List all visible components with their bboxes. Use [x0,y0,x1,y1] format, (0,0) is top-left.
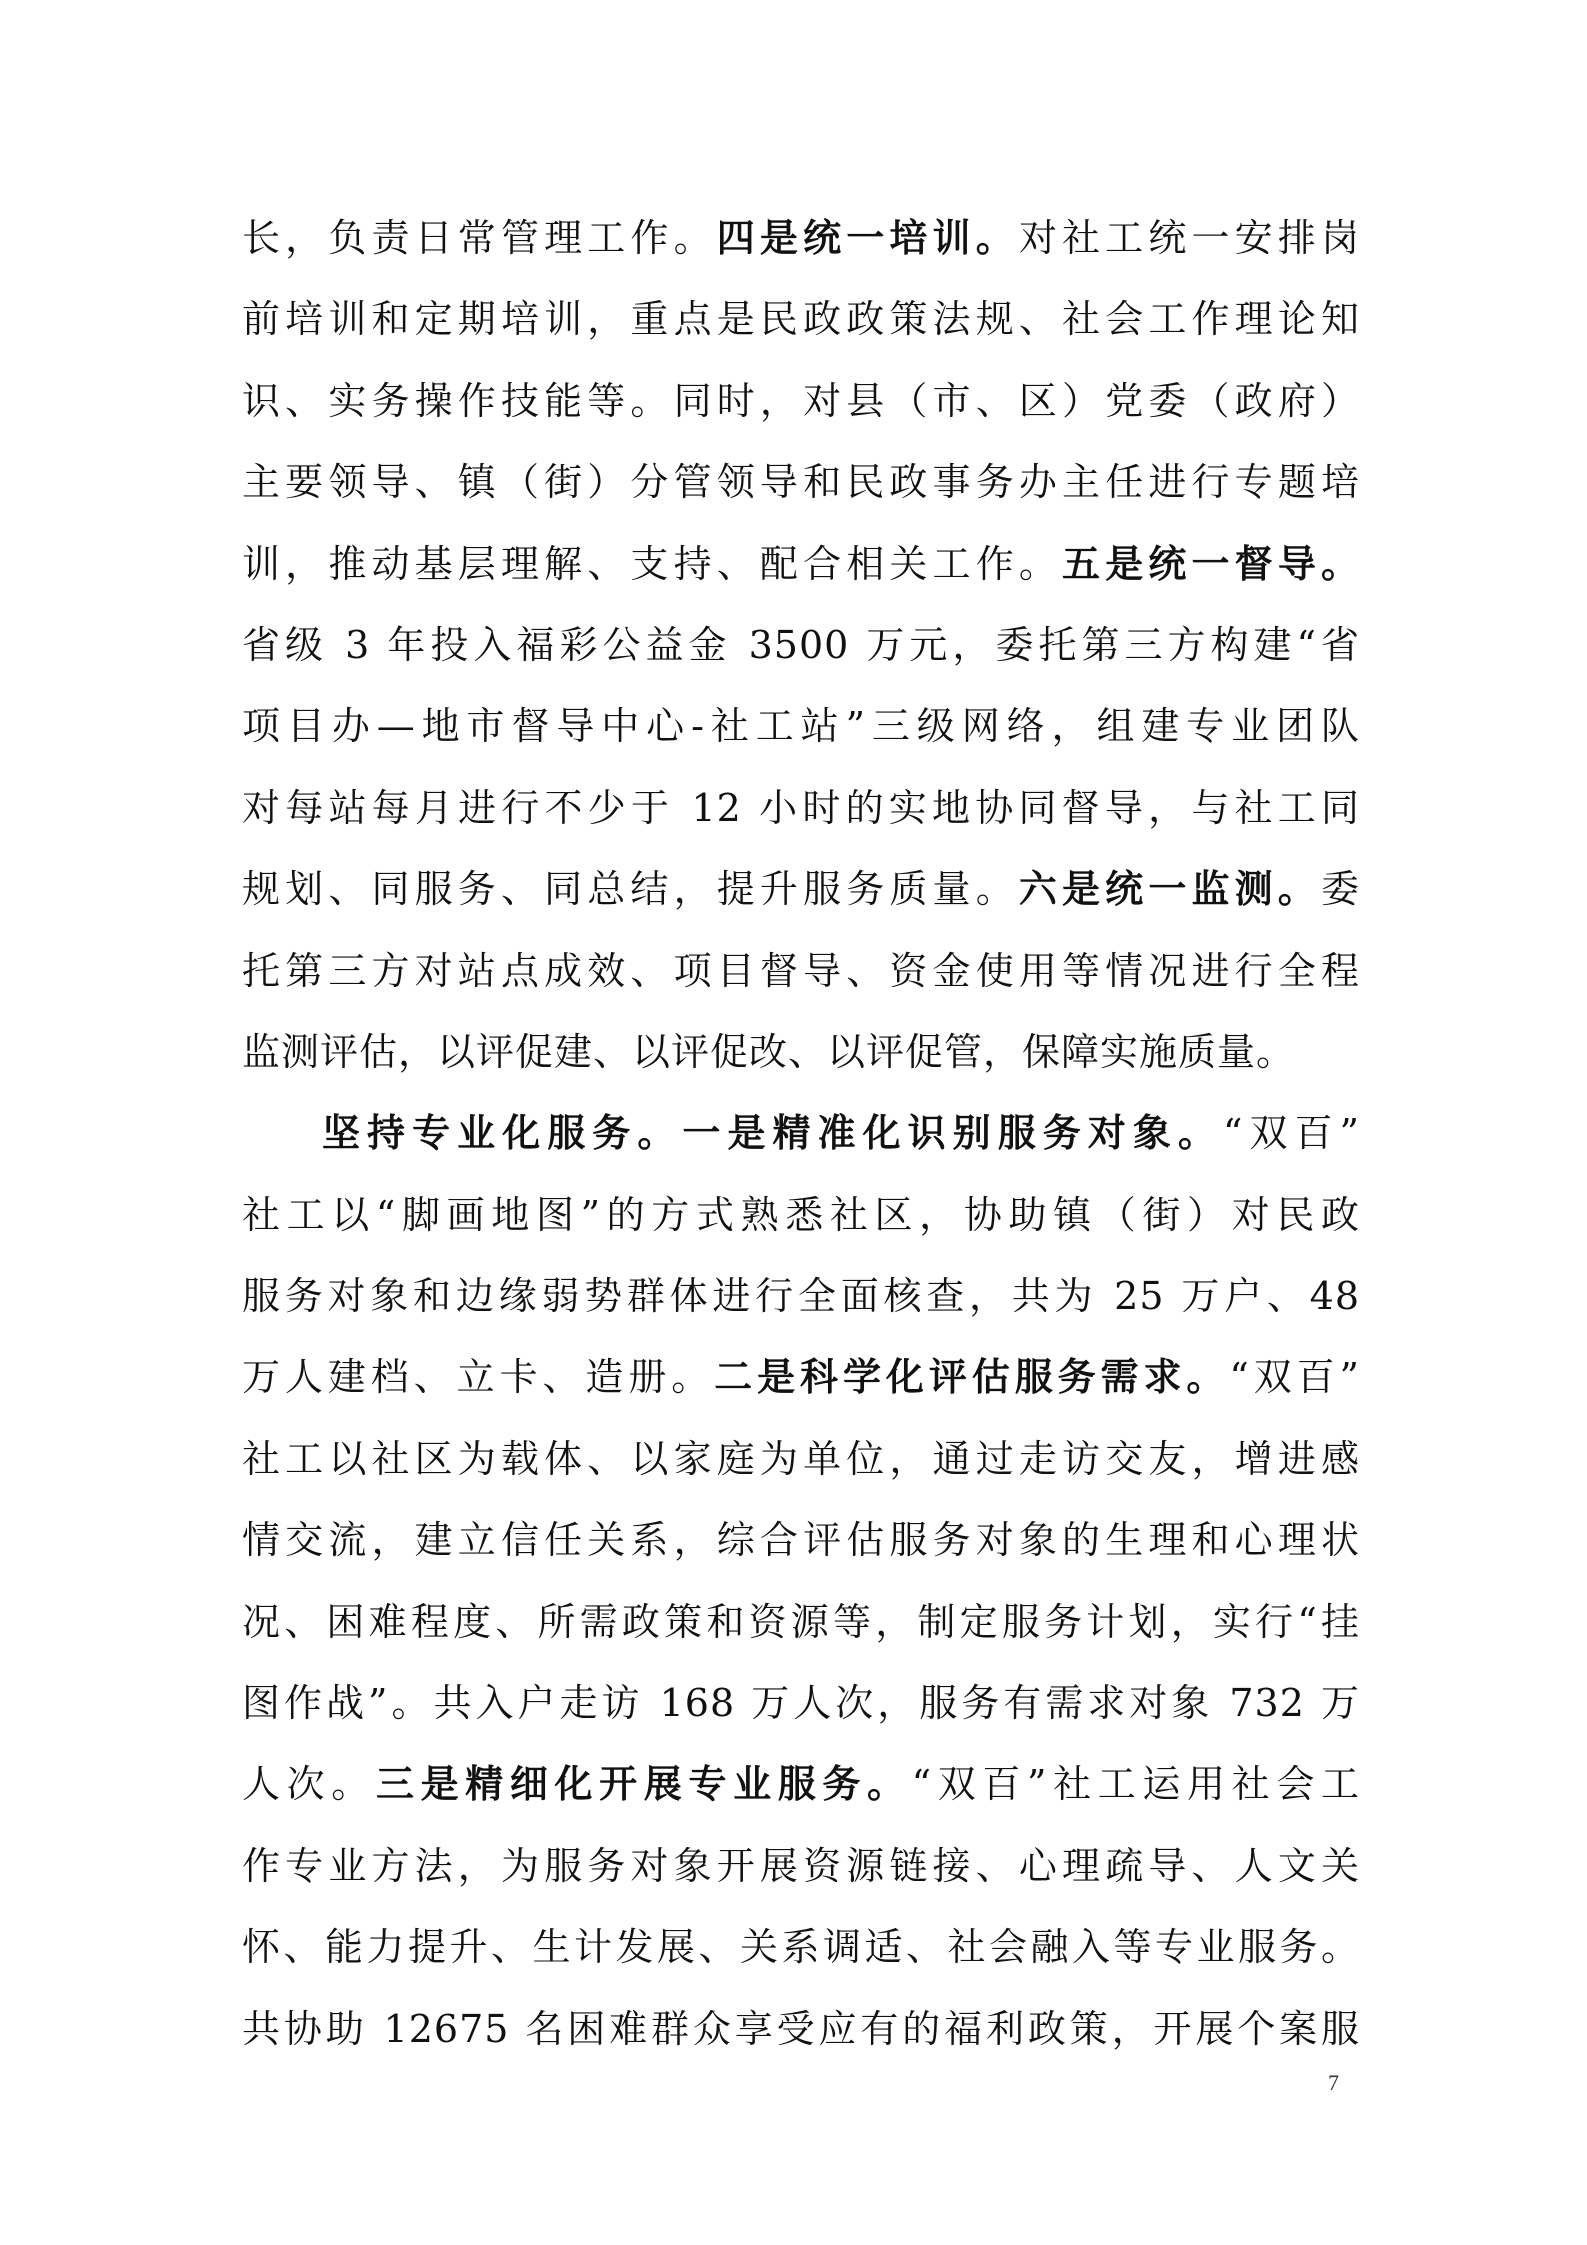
bold-phrase: 三是精细化开展专业服务。 [375,1762,912,1807]
text-run: 共协助 12675 名困难群众享受应有的福利政策，开展个案服 [242,2006,1360,2051]
text-run: 识、实务操作技能等。同时，对县（市、区）党委（政府） [242,378,1360,423]
text-line [242,1907,1360,1988]
text-run: 万人建档、立卡、造册。 [242,1355,715,1400]
text-run: 对每站每月进行不少于 12 小时的实地协同督导，与社工同 [242,785,1360,830]
text-line [242,1012,1360,1093]
page-number: 7 [1328,2070,1339,2095]
text-line [242,1582,1360,1663]
bold-phrase: 六是统一监测。 [1018,867,1321,912]
text-line [242,442,1360,523]
text-run: 社工以社区为载体、以家庭为单位，通过走访交友，增进感 [242,1436,1360,1481]
text-line [242,1175,1360,1256]
text-line [242,1663,1360,1744]
text-run: 托第三方对站点成效、项目督导、资金使用等情况进行全程 [242,948,1360,993]
bold-phrase: 坚持专业化服务。 [322,1111,683,1156]
text-run: 对社工统一安排岗 [1018,216,1360,260]
text-run: 社工以“脚画地图”的方式熟悉社区，协助镇（街）对民政 [242,1192,1360,1237]
text-line [242,849,1360,930]
text-line [242,1093,1360,1174]
body-text [242,198,1360,2070]
bold-phrase: 一是精准化识别服务对象。 [682,1111,1223,1156]
text-run: 人次。 [242,1762,376,1807]
text-run: 主要领导、镇（街）分管领导和民政事务办主任进行专题培 [242,460,1360,505]
text-run: 训，推动基层理解、支持、配合相关工作。 [242,541,1063,586]
text-line [242,1256,1360,1337]
text-run: 怀、能力提升、生计发展、关系调适、社会融入等专业服务。 [242,1925,1360,1970]
text-run: 监测评估，以评促建、以评促改、以评促管，保障实施质量。 [242,1029,1296,1074]
text-run: “双百” [1229,1355,1360,1400]
text-line [242,1744,1360,1825]
bold-phrase: 二是科学化评估服务需求。 [714,1355,1230,1400]
text-line [242,686,1360,767]
text-run: 省级 3 年投入福彩公益金 3500 万元，委托第三方构建“省 [242,622,1360,667]
text-line [242,524,1360,605]
text-line [242,1989,1360,2070]
text-line [242,1337,1360,1418]
bold-phrase: 四是统一培训。 [716,216,1019,260]
text-line [242,605,1360,686]
text-line [242,931,1360,1012]
bold-phrase: 五是统一督导。 [1062,541,1360,586]
text-run: 情交流，建立信任关系，综合评估服务对象的生理和心理状 [242,1518,1360,1563]
text-line [242,361,1360,442]
text-line [242,1419,1360,1500]
text-run: 况、困难程度、所需政策和资源等，制定服务计划，实行“挂 [242,1599,1360,1644]
text-run: 图作战”。共入户走访 168 万人次，服务有需求对象 732 万 [242,1681,1360,1726]
text-run: “双百” [1222,1111,1360,1156]
text-run: 作专业方法，为服务对象开展资源链接、心理疏导、人文关 [242,1843,1360,1888]
text-line [242,1826,1360,1907]
text-line [242,198,1360,279]
text-run: 长，负责日常管理工作。 [242,216,717,260]
text-run: 服务对象和边缘弱势群体进行全面核查，共为 25 万户、48 [242,1274,1360,1319]
text-run: 项目办—地市督导中心-社工站”三级网络，组建专业团队 [242,704,1360,749]
text-run: 规划、同服务、同总结，提升服务质量。 [242,867,1019,912]
text-run: 委 [1320,867,1360,912]
text-line [242,1500,1360,1581]
text-line [242,768,1360,849]
text-run: 前培训和定期培训，重点是民政政策法规、社会工作理论知 [242,297,1360,342]
text-run: “双百”社工运用社会工 [911,1762,1360,1807]
text-line [242,279,1360,360]
